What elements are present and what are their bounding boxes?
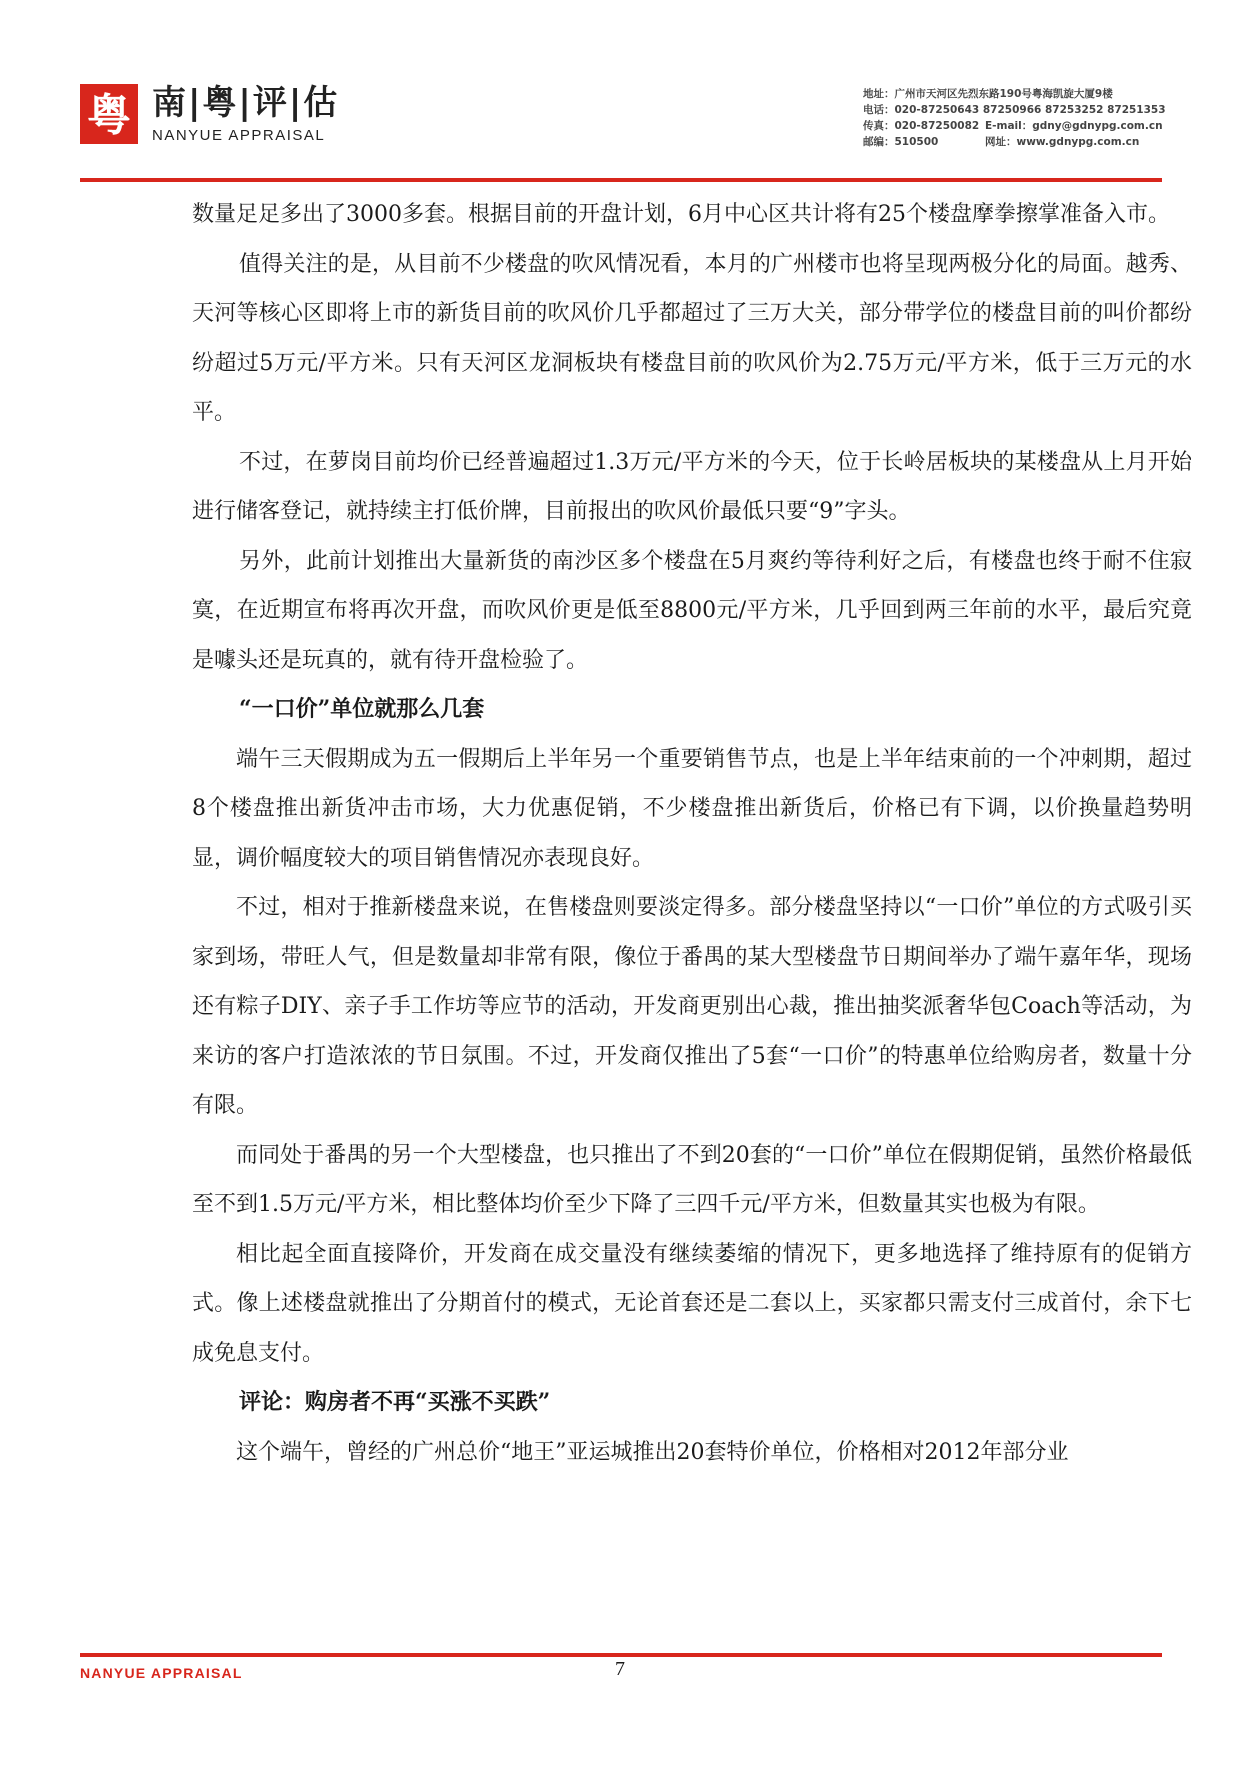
logo-seal-icon — [80, 84, 138, 144]
company-logo-icon — [80, 84, 138, 144]
section-heading-2: 评论：购房者不再“买涨不买跌” — [239, 1389, 551, 1415]
logo-glyph: 粤 — [87, 90, 131, 141]
paragraph-8: 相比起全面直接降价，开发商在成交量没有继续萎缩的情况下，更多地选择了维持原有的促销方式。像上述楼盘就推出了分期首付的模式，无论首套还是二套以上，买家都只需支付三成首付，余下七成免息支付。 — [192, 1241, 1192, 1366]
contact-postcode-website-row — [863, 134, 1183, 150]
contact-email: E-mail：gdny@gdnypg.com.cn — [985, 120, 1163, 132]
header-divider — [80, 178, 1162, 182]
contact-postcode: 邮编：510500 — [863, 136, 939, 148]
company-name-en: NANYUE APPRAISAL — [152, 127, 326, 144]
contact-address: 地址：广州市天河区先烈东路190号粤海凯旋大厦9楼 — [863, 88, 1113, 100]
contact-info — [863, 86, 1183, 150]
footer-brand: NANYUE APPRAISAL — [80, 1665, 243, 1681]
page-header — [0, 0, 1241, 185]
paragraph-2: 值得关注的是，从目前不少楼盘的吹风情况看，本月的广州楼市也将呈现两极分化的局面。越秀、天河等核心区即将上市的新货目前的吹风价几乎都超过了三万大关，部分带学位的楼盘目前的叫价都纷纷超过5万元/平方米。只有天河区龙洞板块有楼盘目前的吹风价为2.75万元/平方米，低于三万元的水平。 — [192, 251, 1192, 425]
contact-website: 网址：www.gdnypg.com.cn — [985, 136, 1140, 148]
paragraph-1: 数量足足多出了3000多套。根据目前的开盘计划，6月中心区共计将有25个楼盘摩拳擦掌准备入市。 — [192, 202, 1170, 227]
article-body — [192, 190, 1192, 1477]
footer-divider — [80, 1653, 1162, 1657]
contact-fax: 传真：020-87250082 — [863, 120, 980, 132]
paragraph-7: 而同处于番禺的另一个大型楼盘，也只推出了不到20套的“一口价”单位在假期促销，虽然价格最低至不到1.5万元/平方米，相比整体均价至少下降了三四千元/平方米，但数量其实也极为有限。 — [192, 1142, 1192, 1217]
page-number: 7 — [615, 1658, 625, 1680]
paragraph-9: 这个端午，曾经的广州总价“地王”亚运城推出20套特价单位，价格相对2012年部分业 — [236, 1439, 1069, 1465]
paragraph-4: 另外，此前计划推出大量新货的南沙区多个楼盘在5月爽约等待利好之后，有楼盘也终于耐不住寂寞，在近期宣布将再次开盘，而吹风价更是低至8800元/平方米，几乎回到两三年前的水平，最后究竟是噱头还是玩真的，就有待开盘检验了。 — [192, 548, 1192, 673]
paragraph-6: 不过，相对于推新楼盘来说，在售楼盘则要淡定得多。部分楼盘坚持以“一口价”单位的方式吸引买家到场，带旺人气，但是数量却非常有限，像位于番禺的某大型楼盘节日期间举办了端午嘉年华，现场还有粽子DIY、亲子手工作坊等应节的活动，开发商更别出心裁，推出抽奖派奢华包Coach等活动，为来访的客户打造浓浓的节日氛围。不过，开发商仅推出了5套“一口价”的特惠单位给购房者，数量十分有限。 — [192, 895, 1192, 1118]
paragraph-5: 端午三天假期成为五一假期后上半年另一个重要销售节点，也是上半年结束前的一个冲刺期，超过8个楼盘推出新货冲击市场，大力优惠促销，不少楼盘推出新货后，价格已有下调，以价换量趋势明显，调价幅度较大的项目销售情况亦表现良好。 — [192, 746, 1192, 871]
paragraph-3: 不过，在萝岗目前均价已经普遍超过1.3万元/平方米的今天，位于长岭居板块的某楼盘从上月开始进行储客登记，就持续主打低价牌，目前报出的吹风价最低只要“9”字头。 — [192, 449, 1192, 524]
contact-fax-email-row — [863, 118, 1183, 134]
section-heading-1: “一口价”单位就那么几套 — [239, 696, 485, 722]
contact-phone: 电话：020-87250643 87250966 87253252 87251353 — [863, 104, 1166, 116]
company-name-cn: 南|粤|评|估 — [152, 83, 340, 123]
